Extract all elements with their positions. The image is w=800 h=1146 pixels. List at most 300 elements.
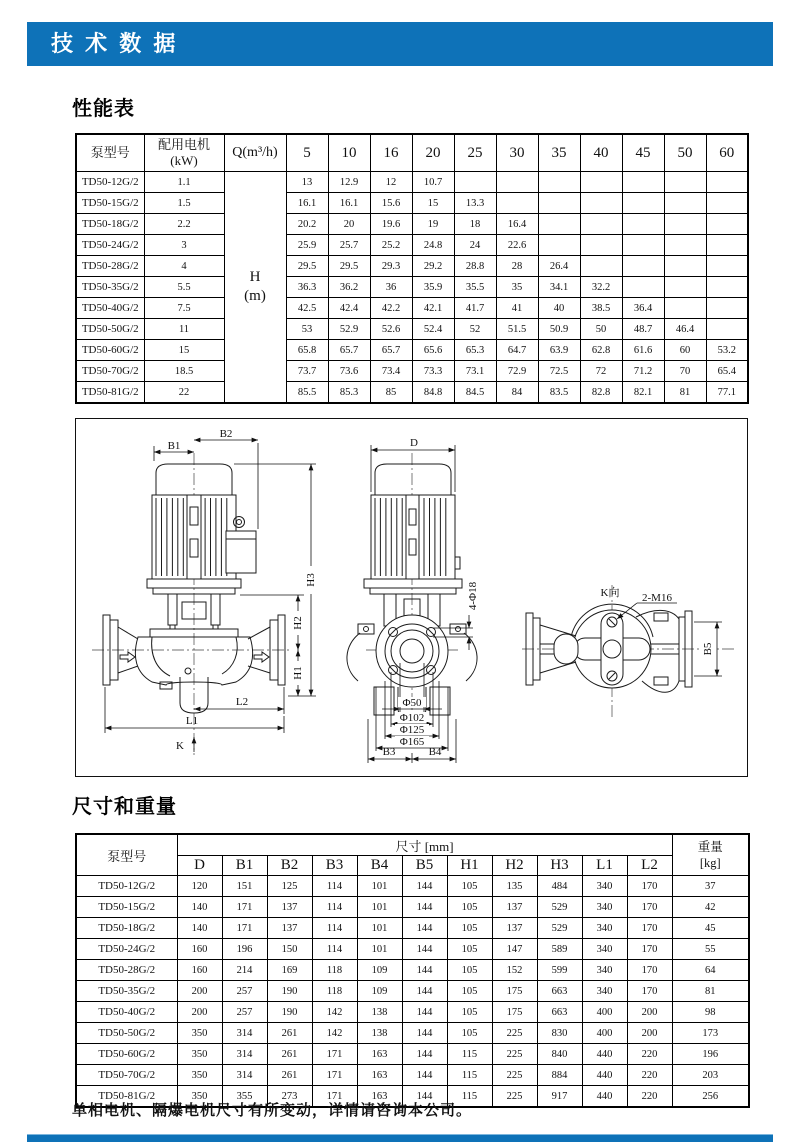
performance-row (76, 319, 748, 340)
head-value-cell (538, 172, 580, 193)
pump-model-cell: TD50-24G/2 (76, 939, 177, 960)
head-value-cell: 52 (454, 319, 496, 340)
head-value-cell (706, 298, 748, 319)
dimension-value-cell: 144 (402, 1086, 447, 1108)
dimension-value-cell: 261 (267, 1023, 312, 1044)
performance-row (76, 277, 748, 298)
head-value-cell: 29.3 (370, 256, 412, 277)
dim-label-k: K (176, 740, 184, 752)
dimension-value-cell: 151 (222, 876, 267, 897)
dimension-value-cell: 138 (357, 1023, 402, 1044)
dimension-value-cell: 484 (537, 876, 582, 897)
dimension-value-cell: 171 (222, 918, 267, 939)
dimension-value-cell: 152 (492, 960, 537, 981)
dimension-value-cell: 200 (627, 1002, 672, 1023)
section-title-performance: 性能表 (72, 98, 135, 120)
head-value-cell (706, 319, 748, 340)
flange-face (376, 615, 448, 687)
dimension-value-cell: 105 (447, 1002, 492, 1023)
dimension-value-cell: 340 (582, 939, 627, 960)
flow-rate-header: 5 (286, 134, 328, 172)
head-value-cell (664, 298, 706, 319)
dimension-value-cell: 115 (447, 1044, 492, 1065)
dimension-value-cell: 440 (582, 1086, 627, 1108)
head-value-cell (706, 277, 748, 298)
page-title: 技 术 数 据 (51, 31, 179, 56)
head-value-cell: 73.6 (328, 361, 370, 382)
dimension-col-header: H3 (537, 856, 582, 876)
weight-value-cell: 45 (672, 918, 749, 939)
head-value-cell: 63.9 (538, 340, 580, 361)
dim-label-l1: L1 (185, 715, 199, 727)
dimensions-row (76, 918, 749, 939)
dimension-value-cell: 214 (222, 960, 267, 981)
performance-table (75, 133, 749, 404)
dimension-value-cell: 144 (402, 1065, 447, 1086)
head-value-cell: 84.5 (454, 382, 496, 404)
head-value-cell: 60 (664, 340, 706, 361)
head-value-cell: 41.7 (454, 298, 496, 319)
dimension-value-cell: 114 (312, 897, 357, 918)
dimension-value-cell: 125 (267, 876, 312, 897)
dimension-value-cell: 663 (537, 1002, 582, 1023)
dimension-value-cell: 115 (447, 1086, 492, 1108)
dimension-value-cell: 257 (222, 981, 267, 1002)
head-value-cell: 72.9 (496, 361, 538, 382)
dimension-value-cell: 135 (492, 876, 537, 897)
head-value-cell: 42.1 (412, 298, 454, 319)
lifting-eye (234, 517, 245, 528)
head-value-cell (622, 214, 664, 235)
dimension-value-cell: 220 (627, 1065, 672, 1086)
pump-model-cell: TD50-12G/2 (76, 876, 177, 897)
dimension-value-cell: 137 (492, 918, 537, 939)
dim-label-d165: Φ165 (399, 736, 425, 748)
dimension-value-cell: 200 (627, 1023, 672, 1044)
head-value-cell: 65.3 (454, 340, 496, 361)
dimension-value-cell: 440 (582, 1065, 627, 1086)
dimension-value-cell: 190 (267, 981, 312, 1002)
dimension-col-header: L1 (582, 856, 627, 876)
pump-model-cell: TD50-50G/2 (76, 319, 144, 340)
dimension-value-cell: 225 (492, 1044, 537, 1065)
col-motor-power (144, 134, 224, 172)
head-value-cell: 52.6 (370, 319, 412, 340)
pump-model-cell: TD50-35G/2 (76, 277, 144, 298)
dim-label-b5: B5 (702, 642, 714, 656)
flow-rate-header: 30 (496, 134, 538, 172)
dimension-value-cell: 175 (492, 981, 537, 1002)
dimension-value-cell: 261 (267, 1044, 312, 1065)
head-value-cell: 20 (328, 214, 370, 235)
head-value-cell: 34.1 (538, 277, 580, 298)
flow-rate-header: 35 (538, 134, 580, 172)
dimension-value-cell: 144 (402, 960, 447, 981)
motor-kw-cell: 3 (144, 235, 224, 256)
head-value-cell: 52.4 (412, 319, 454, 340)
dimension-col-header: B5 (402, 856, 447, 876)
section-title-dimensions: 尺寸和重量 (72, 796, 177, 818)
head-value-cell: 82.8 (580, 382, 622, 404)
performance-row (76, 235, 748, 256)
head-value-cell: 72.5 (538, 361, 580, 382)
dimensions-table (75, 833, 750, 1108)
head-value-cell: 53 (286, 319, 328, 340)
head-value-cell: 36.3 (286, 277, 328, 298)
head-value-cell (538, 193, 580, 214)
dimension-col-header: B4 (357, 856, 402, 876)
dimension-drawing (75, 418, 748, 777)
dimension-value-cell: 225 (492, 1086, 537, 1108)
head-value-cell (496, 193, 538, 214)
motor-label-line2: (kW) (170, 153, 198, 168)
dimension-value-cell: 314 (222, 1023, 267, 1044)
head-value-cell: 40 (538, 298, 580, 319)
dimension-value-cell: 105 (447, 918, 492, 939)
dimension-value-cell: 340 (582, 960, 627, 981)
dimensions-row (76, 1065, 749, 1086)
performance-row (76, 256, 748, 277)
view-direction-label: K向 (600, 587, 620, 599)
head-value-cell (580, 235, 622, 256)
flow-rate-header: 40 (580, 134, 622, 172)
dimension-value-cell: 257 (222, 1002, 267, 1023)
head-value-cell: 24.8 (412, 235, 454, 256)
dimension-col-header: B2 (267, 856, 312, 876)
dimension-value-cell: 529 (537, 897, 582, 918)
dim-label-d102: Φ102 (399, 712, 425, 724)
dimension-value-cell: 101 (357, 939, 402, 960)
head-value-cell (706, 214, 748, 235)
dimension-value-cell: 144 (402, 939, 447, 960)
performance-row (76, 382, 748, 404)
dimension-value-cell: 163 (357, 1065, 402, 1086)
head-value-cell: 48.7 (622, 319, 664, 340)
head-value-cell: 28.8 (454, 256, 496, 277)
head-value-cell: 16.1 (286, 193, 328, 214)
dimension-value-cell: 170 (627, 960, 672, 981)
motor-kw-cell: 5.5 (144, 277, 224, 298)
head-value-cell (664, 277, 706, 298)
k-direction-view (522, 585, 734, 719)
head-value-cell: 50.9 (538, 319, 580, 340)
dimension-value-cell: 147 (492, 939, 537, 960)
dimension-value-cell: 599 (537, 960, 582, 981)
pump-model-cell: TD50-28G/2 (76, 256, 144, 277)
dimensions-row (76, 1044, 749, 1065)
dimension-value-cell: 175 (492, 1002, 537, 1023)
head-value-cell: 13.3 (454, 193, 496, 214)
dimension-value-cell: 663 (537, 981, 582, 1002)
dimension-value-cell: 140 (177, 918, 222, 939)
dimension-value-cell: 350 (177, 1044, 222, 1065)
dimension-value-cell: 171 (222, 897, 267, 918)
dimensions-row (76, 1002, 749, 1023)
dimension-value-cell: 190 (267, 1002, 312, 1023)
dimensions-row (76, 876, 749, 897)
head-value-cell (538, 214, 580, 235)
page-header-bar (27, 22, 773, 66)
head-value-cell: 25.7 (328, 235, 370, 256)
head-value-cell: 51.5 (496, 319, 538, 340)
head-value-cell: 24 (454, 235, 496, 256)
head-value-cell: 83.5 (538, 382, 580, 404)
dimensions-header-row1 (76, 834, 749, 856)
head-value-cell: 84 (496, 382, 538, 404)
dimension-value-cell: 137 (267, 918, 312, 939)
head-value-cell: 42.2 (370, 298, 412, 319)
dimension-value-cell: 200 (177, 981, 222, 1002)
dimensions-row (76, 1023, 749, 1044)
dimension-col-header: B3 (312, 856, 357, 876)
flow-rate-header: 20 (412, 134, 454, 172)
bottom-accent-bar (27, 1134, 773, 1142)
dim-label-h2: H2 (292, 616, 304, 630)
flow-rate-header: 60 (706, 134, 748, 172)
dimension-value-cell: 101 (357, 876, 402, 897)
dimension-value-cell: 589 (537, 939, 582, 960)
dim-label-l2: L2 (235, 696, 249, 708)
col-flow-q: Q(m³/h) (224, 134, 286, 172)
dimension-value-cell: 144 (402, 1002, 447, 1023)
dimension-value-cell: 261 (267, 1065, 312, 1086)
dimension-value-cell: 137 (267, 897, 312, 918)
motor-kw-cell: 2.2 (144, 214, 224, 235)
dimensions-row (76, 960, 749, 981)
weight-value-cell: 37 (672, 876, 749, 897)
head-value-cell (706, 193, 748, 214)
head-value-cell: 85.5 (286, 382, 328, 404)
flow-rate-header: 45 (622, 134, 664, 172)
dimension-value-cell: 170 (627, 918, 672, 939)
dimension-value-cell: 105 (447, 1023, 492, 1044)
dimension-col-header: H1 (447, 856, 492, 876)
dim-label-h1: H1 (292, 666, 304, 680)
dimension-value-cell: 340 (582, 918, 627, 939)
dimensions-row (76, 981, 749, 1002)
motor-kw-cell: 22 (144, 382, 224, 404)
dimension-value-cell: 350 (177, 1023, 222, 1044)
head-value-cell (706, 172, 748, 193)
pump-model-cell: TD50-18G/2 (76, 918, 177, 939)
head-value-cell: 13 (286, 172, 328, 193)
head-value-cell: 12 (370, 172, 412, 193)
dimension-value-cell: 340 (582, 876, 627, 897)
dimension-value-cell: 160 (177, 960, 222, 981)
head-value-cell: 53.2 (706, 340, 748, 361)
head-value-cell (622, 193, 664, 214)
dimension-value-cell: 840 (537, 1044, 582, 1065)
dimensions-row (76, 897, 749, 918)
dimension-value-cell: 169 (267, 960, 312, 981)
dimension-value-cell: 114 (312, 876, 357, 897)
head-value-cell (622, 256, 664, 277)
head-value-cell: 25.9 (286, 235, 328, 256)
dimension-value-cell: 142 (312, 1023, 357, 1044)
dimensions-table-body (76, 876, 749, 1108)
dimension-value-cell: 105 (447, 876, 492, 897)
head-value-cell: 84.8 (412, 382, 454, 404)
dimension-value-cell: 138 (357, 1002, 402, 1023)
head-value-cell: 12.9 (328, 172, 370, 193)
dimensions-header-row2 (76, 856, 749, 876)
head-value-cell: 32.2 (580, 277, 622, 298)
head-value-cell: 38.5 (580, 298, 622, 319)
weight-value-cell: 55 (672, 939, 749, 960)
dim-label-b2: B2 (219, 428, 233, 440)
head-value-cell: 70 (664, 361, 706, 382)
dim-label-b1: B1 (167, 440, 181, 452)
pump-model-cell: TD50-12G/2 (76, 172, 144, 193)
dimension-col-header: L2 (627, 856, 672, 876)
performance-row (76, 214, 748, 235)
head-value-cell: 65.6 (412, 340, 454, 361)
head-unit-line1: H (249, 269, 261, 286)
dim-label-d: D (410, 437, 418, 449)
performance-header-row (76, 134, 748, 172)
dimension-value-cell: 150 (267, 939, 312, 960)
pump-model-cell: TD50-50G/2 (76, 1023, 177, 1044)
motor-kw-cell: 7.5 (144, 298, 224, 319)
dimension-value-cell: 171 (312, 1065, 357, 1086)
head-value-cell: 65.7 (370, 340, 412, 361)
head-value-cell: 20.2 (286, 214, 328, 235)
head-value-cell: 64.7 (496, 340, 538, 361)
dimension-value-cell: 170 (627, 981, 672, 1002)
footnote: 单相电机、隔爆电机尺寸有所变动，详情请咨询本公司。 (72, 1102, 473, 1119)
dimension-value-cell: 171 (312, 1044, 357, 1065)
dimension-value-cell: 340 (582, 981, 627, 1002)
weight-value-cell: 256 (672, 1086, 749, 1108)
dimension-value-cell: 170 (627, 876, 672, 897)
weight-value-cell: 203 (672, 1065, 749, 1086)
head-value-cell: 85 (370, 382, 412, 404)
pump-model-cell: TD50-60G/2 (76, 1044, 177, 1065)
dimension-value-cell: 200 (177, 1002, 222, 1023)
head-value-cell: 29.5 (286, 256, 328, 277)
dimension-value-cell: 350 (177, 1086, 222, 1108)
pump-model-cell: TD50-35G/2 (76, 981, 177, 1002)
dimension-value-cell: 400 (582, 1002, 627, 1023)
head-value-cell: 35.5 (454, 277, 496, 298)
head-value-cell: 46.4 (664, 319, 706, 340)
head-value-cell: 36.2 (328, 277, 370, 298)
head-value-cell: 73.7 (286, 361, 328, 382)
head-value-cell: 36.4 (622, 298, 664, 319)
head-value-cell (664, 193, 706, 214)
flow-arrow-icon (120, 652, 135, 662)
dimension-value-cell: 340 (582, 897, 627, 918)
performance-table-body (76, 172, 748, 404)
head-value-cell: 36 (370, 277, 412, 298)
head-value-cell: 65.8 (286, 340, 328, 361)
motor-kw-cell: 11 (144, 319, 224, 340)
head-value-cell: 73.1 (454, 361, 496, 382)
head-value-cell (454, 172, 496, 193)
motor-kw-cell: 1.5 (144, 193, 224, 214)
dim-label-b3: B3 (382, 746, 396, 758)
weight-value-cell: 196 (672, 1044, 749, 1065)
dimension-value-cell: 884 (537, 1065, 582, 1086)
head-value-cell: 73.4 (370, 361, 412, 382)
dimension-value-cell: 220 (627, 1044, 672, 1065)
pump-model-cell: TD50-15G/2 (76, 897, 177, 918)
pump-model-cell: TD50-70G/2 (76, 361, 144, 382)
head-value-cell: 16.1 (328, 193, 370, 214)
head-value-cell: 71.2 (622, 361, 664, 382)
dimension-col-header: D (177, 856, 222, 876)
thread-spec-label: 2-M16 (642, 592, 672, 604)
flow-rate-header: 10 (328, 134, 370, 172)
weight-value-cell: 42 (672, 897, 749, 918)
head-value-cell: 22.6 (496, 235, 538, 256)
dimension-value-cell: 171 (312, 1086, 357, 1108)
head-value-cell (622, 277, 664, 298)
head-value-cell: 15.6 (370, 193, 412, 214)
dimension-value-cell: 273 (267, 1086, 312, 1108)
head-value-cell: 28 (496, 256, 538, 277)
head-value-cell: 42.4 (328, 298, 370, 319)
head-value-cell (622, 235, 664, 256)
head-value-cell: 10.7 (412, 172, 454, 193)
dimension-value-cell: 114 (312, 918, 357, 939)
dimension-value-cell: 105 (447, 960, 492, 981)
head-value-cell: 42.5 (286, 298, 328, 319)
head-value-cell (538, 235, 580, 256)
dimension-value-cell: 225 (492, 1065, 537, 1086)
head-value-cell: 73.3 (412, 361, 454, 382)
dimension-value-cell: 400 (582, 1023, 627, 1044)
dimension-value-cell: 105 (447, 897, 492, 918)
head-value-cell: 25.2 (370, 235, 412, 256)
dimension-col-header: B1 (222, 856, 267, 876)
col-dimensions-group: 尺寸 [mm] (177, 834, 672, 856)
head-value-cell: 61.6 (622, 340, 664, 361)
weight-value-cell: 173 (672, 1023, 749, 1044)
dimension-value-cell: 163 (357, 1086, 402, 1108)
head-value-cell: 52.9 (328, 319, 370, 340)
head-value-cell: 35 (496, 277, 538, 298)
dimension-value-cell: 144 (402, 876, 447, 897)
head-value-cell: 18 (454, 214, 496, 235)
pump-model-cell: TD50-18G/2 (76, 214, 144, 235)
flow-rate-header: 16 (370, 134, 412, 172)
dimension-value-cell: 170 (627, 897, 672, 918)
performance-row (76, 298, 748, 319)
head-value-cell: 85.3 (328, 382, 370, 404)
head-value-cell (664, 214, 706, 235)
head-value-cell: 77.1 (706, 382, 748, 404)
pump-model-cell: TD50-15G/2 (76, 193, 144, 214)
performance-row (76, 172, 748, 193)
dimension-value-cell: 114 (312, 939, 357, 960)
head-value-cell (664, 235, 706, 256)
dimensions-row (76, 939, 749, 960)
dim-label-b4: B4 (428, 746, 442, 758)
dimension-value-cell: 105 (447, 939, 492, 960)
weight-value-cell: 81 (672, 981, 749, 1002)
weight-value-cell: 98 (672, 1002, 749, 1023)
head-value-cell: 15 (412, 193, 454, 214)
head-unit-cell (224, 172, 286, 404)
dim-label-d125: Φ125 (399, 724, 425, 736)
dimension-value-cell: 220 (627, 1086, 672, 1108)
dimension-value-cell: 118 (312, 981, 357, 1002)
dimension-value-cell: 163 (357, 1044, 402, 1065)
dimension-value-cell: 440 (582, 1044, 627, 1065)
dimension-value-cell: 115 (447, 1065, 492, 1086)
pump-model-cell: TD50-81G/2 (76, 1086, 177, 1108)
